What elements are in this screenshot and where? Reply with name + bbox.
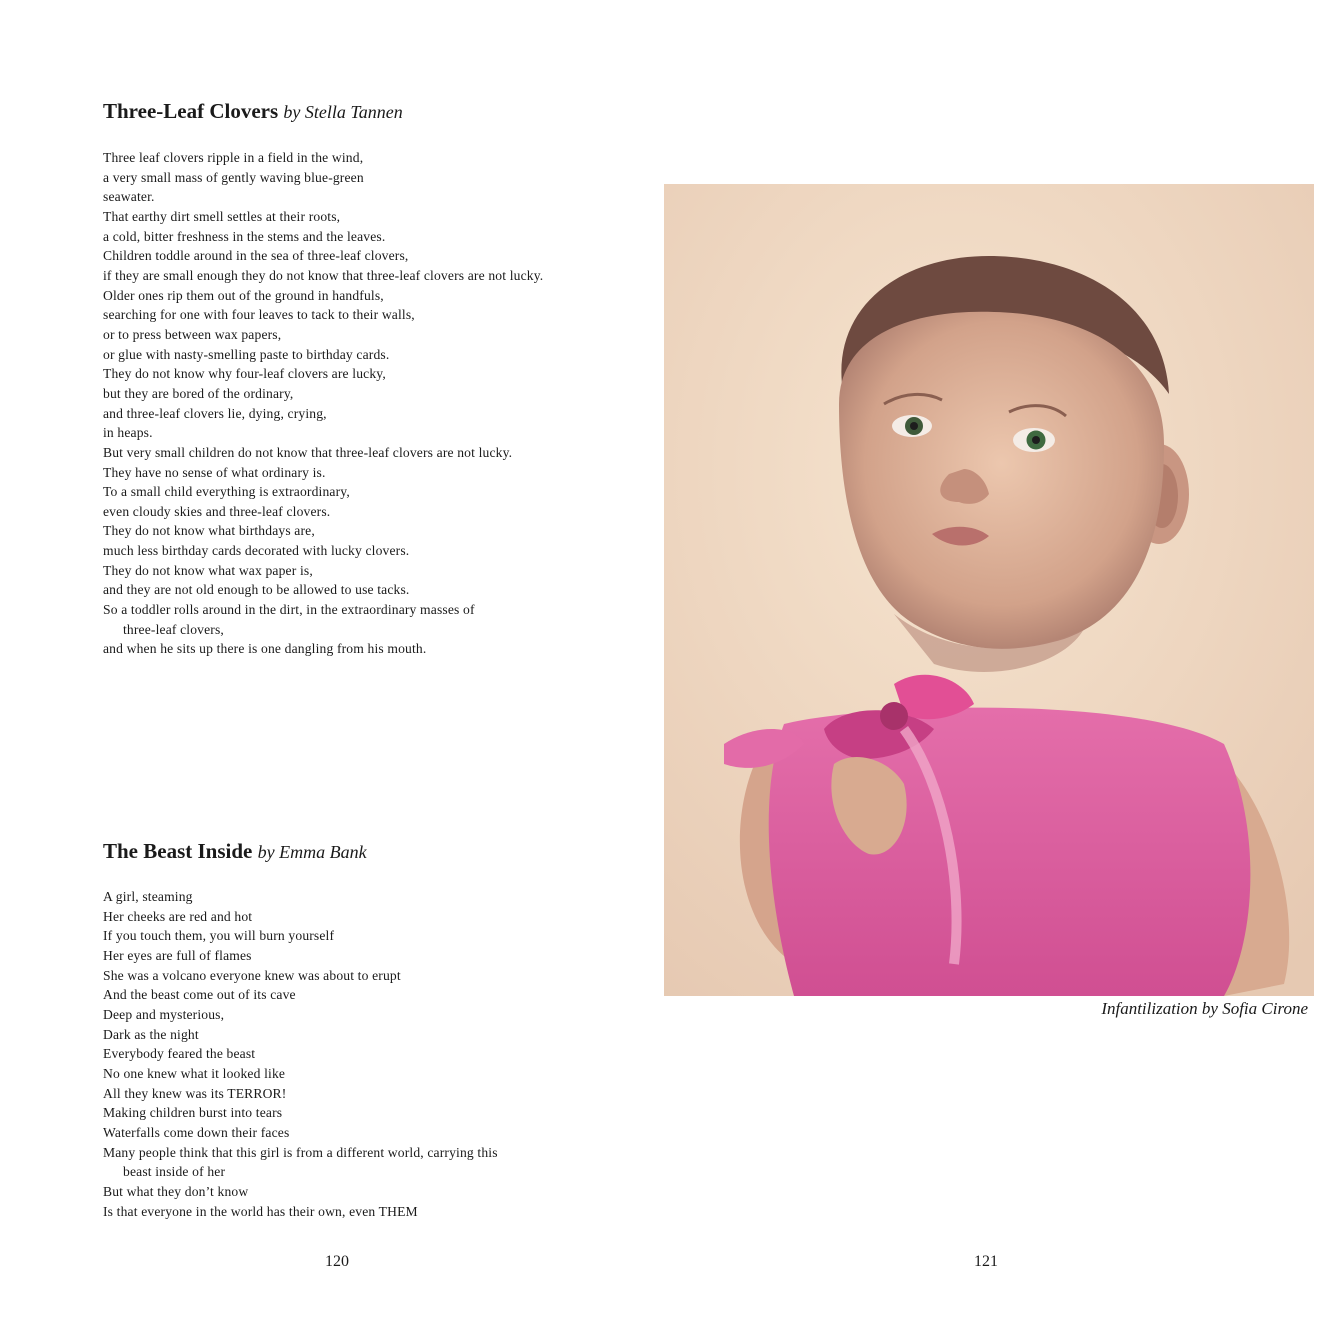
poem-line: All they knew was its TERROR!: [103, 1085, 287, 1101]
poem-body-three-leaf-clovers: [103, 148, 643, 659]
poem-line: Her cheeks are red and hot: [103, 908, 253, 924]
poem-line: So a toddler rolls around in the dirt, in the extraordinary masses of: [103, 602, 475, 618]
poem-line: And the beast come out of its cave: [103, 987, 296, 1003]
page-number: 120: [325, 1253, 349, 1270]
artwork-caption: Infantilization by Sofia Cirone: [1101, 999, 1308, 1018]
poem-title-the-beast-inside: [103, 838, 367, 865]
poem-line: Three leaf clovers ripple in a field in the wind,: [103, 150, 364, 165]
baby-portrait-illustration: [664, 184, 1314, 996]
poem-line: She was a volcano everyone knew was about to erupt: [103, 967, 401, 983]
poem-body-the-beast-inside: [103, 887, 643, 1221]
poem-title-three-leaf-clovers: [103, 98, 403, 125]
poem-line: Is that everyone in the world has their own, even THEM: [103, 1203, 418, 1219]
poem-line: if they are small enough they do not know that three-leaf clovers are not lucky.: [103, 267, 544, 283]
poem-line: But very small children do not know that three-leaf clovers are not lucky.: [103, 444, 513, 460]
poem-line: Her eyes are full of flames: [103, 947, 252, 963]
poem-line: But what they don’t know: [103, 1183, 249, 1199]
poem-line: but they are bored of the ordinary,: [103, 385, 294, 401]
poem-line: If you touch them, you will burn yourself: [103, 928, 335, 944]
artwork-painting: [664, 184, 1314, 996]
poem-line: three-leaf clovers,: [123, 621, 224, 637]
poem-line: To a small child everything is extraordinary,: [103, 484, 350, 500]
poem-line: and three-leaf clovers lie, dying, crying,: [103, 405, 327, 421]
poem-line: and they are not old enough to be allowed to use tacks.: [103, 582, 410, 598]
poem-line: They do not know what birthdays are,: [103, 523, 315, 539]
right-page: [664, 0, 1328, 1328]
poem-byline: by Stella Tannen: [283, 102, 403, 122]
poem-line: seawater.: [103, 189, 155, 205]
poem-line: Making children burst into tears: [103, 1105, 283, 1121]
poem-title-text: The Beast Inside: [103, 839, 253, 863]
poem-line: They have no sense of what ordinary is.: [103, 464, 326, 480]
poem-line: and when he sits up there is one dangling from his mouth.: [103, 641, 427, 657]
poem-line: searching for one with four leaves to tack to their walls,: [103, 307, 415, 323]
poem-line: Dark as the night: [103, 1026, 199, 1042]
poem-line: They do not know why four-leaf clovers are lucky,: [103, 366, 386, 382]
poem-line: No one knew what it looked like: [103, 1065, 286, 1081]
poem-line: A girl, steaming: [103, 889, 193, 904]
poem-line: even cloudy skies and three-leaf clovers.: [103, 503, 331, 519]
poem-line: much less birthday cards decorated with lucky clovers.: [103, 543, 410, 559]
poem-line: Everybody feared the beast: [103, 1046, 256, 1062]
page-number: 121: [974, 1253, 998, 1270]
poem-line: Waterfalls come down their faces: [103, 1124, 290, 1140]
poem-line: beast inside of her: [123, 1164, 226, 1180]
poem-line: They do not know what wax paper is,: [103, 562, 313, 578]
poem-line: Deep and mysterious,: [103, 1006, 225, 1022]
poem-line: or glue with nasty-smelling paste to birthday cards.: [103, 346, 390, 362]
poem-line: or to press between wax papers,: [103, 326, 282, 342]
poem-title-text: Three-Leaf Clovers: [103, 99, 279, 123]
poem-line: a cold, bitter freshness in the stems and the leaves.: [103, 228, 386, 244]
poem-line: in heaps.: [103, 425, 153, 441]
poem-line: Older ones rip them out of the ground in handfuls,: [103, 287, 384, 303]
poem-byline: by Emma Bank: [257, 842, 367, 862]
poem-line: Children toddle around in the sea of three-leaf clovers,: [103, 248, 409, 264]
poem-line: Many people think that this girl is from a different world, carrying this: [103, 1144, 498, 1160]
poem-line: That earthy dirt smell settles at their roots,: [103, 208, 341, 224]
poem-line: a very small mass of gently waving blue-green: [103, 169, 364, 185]
